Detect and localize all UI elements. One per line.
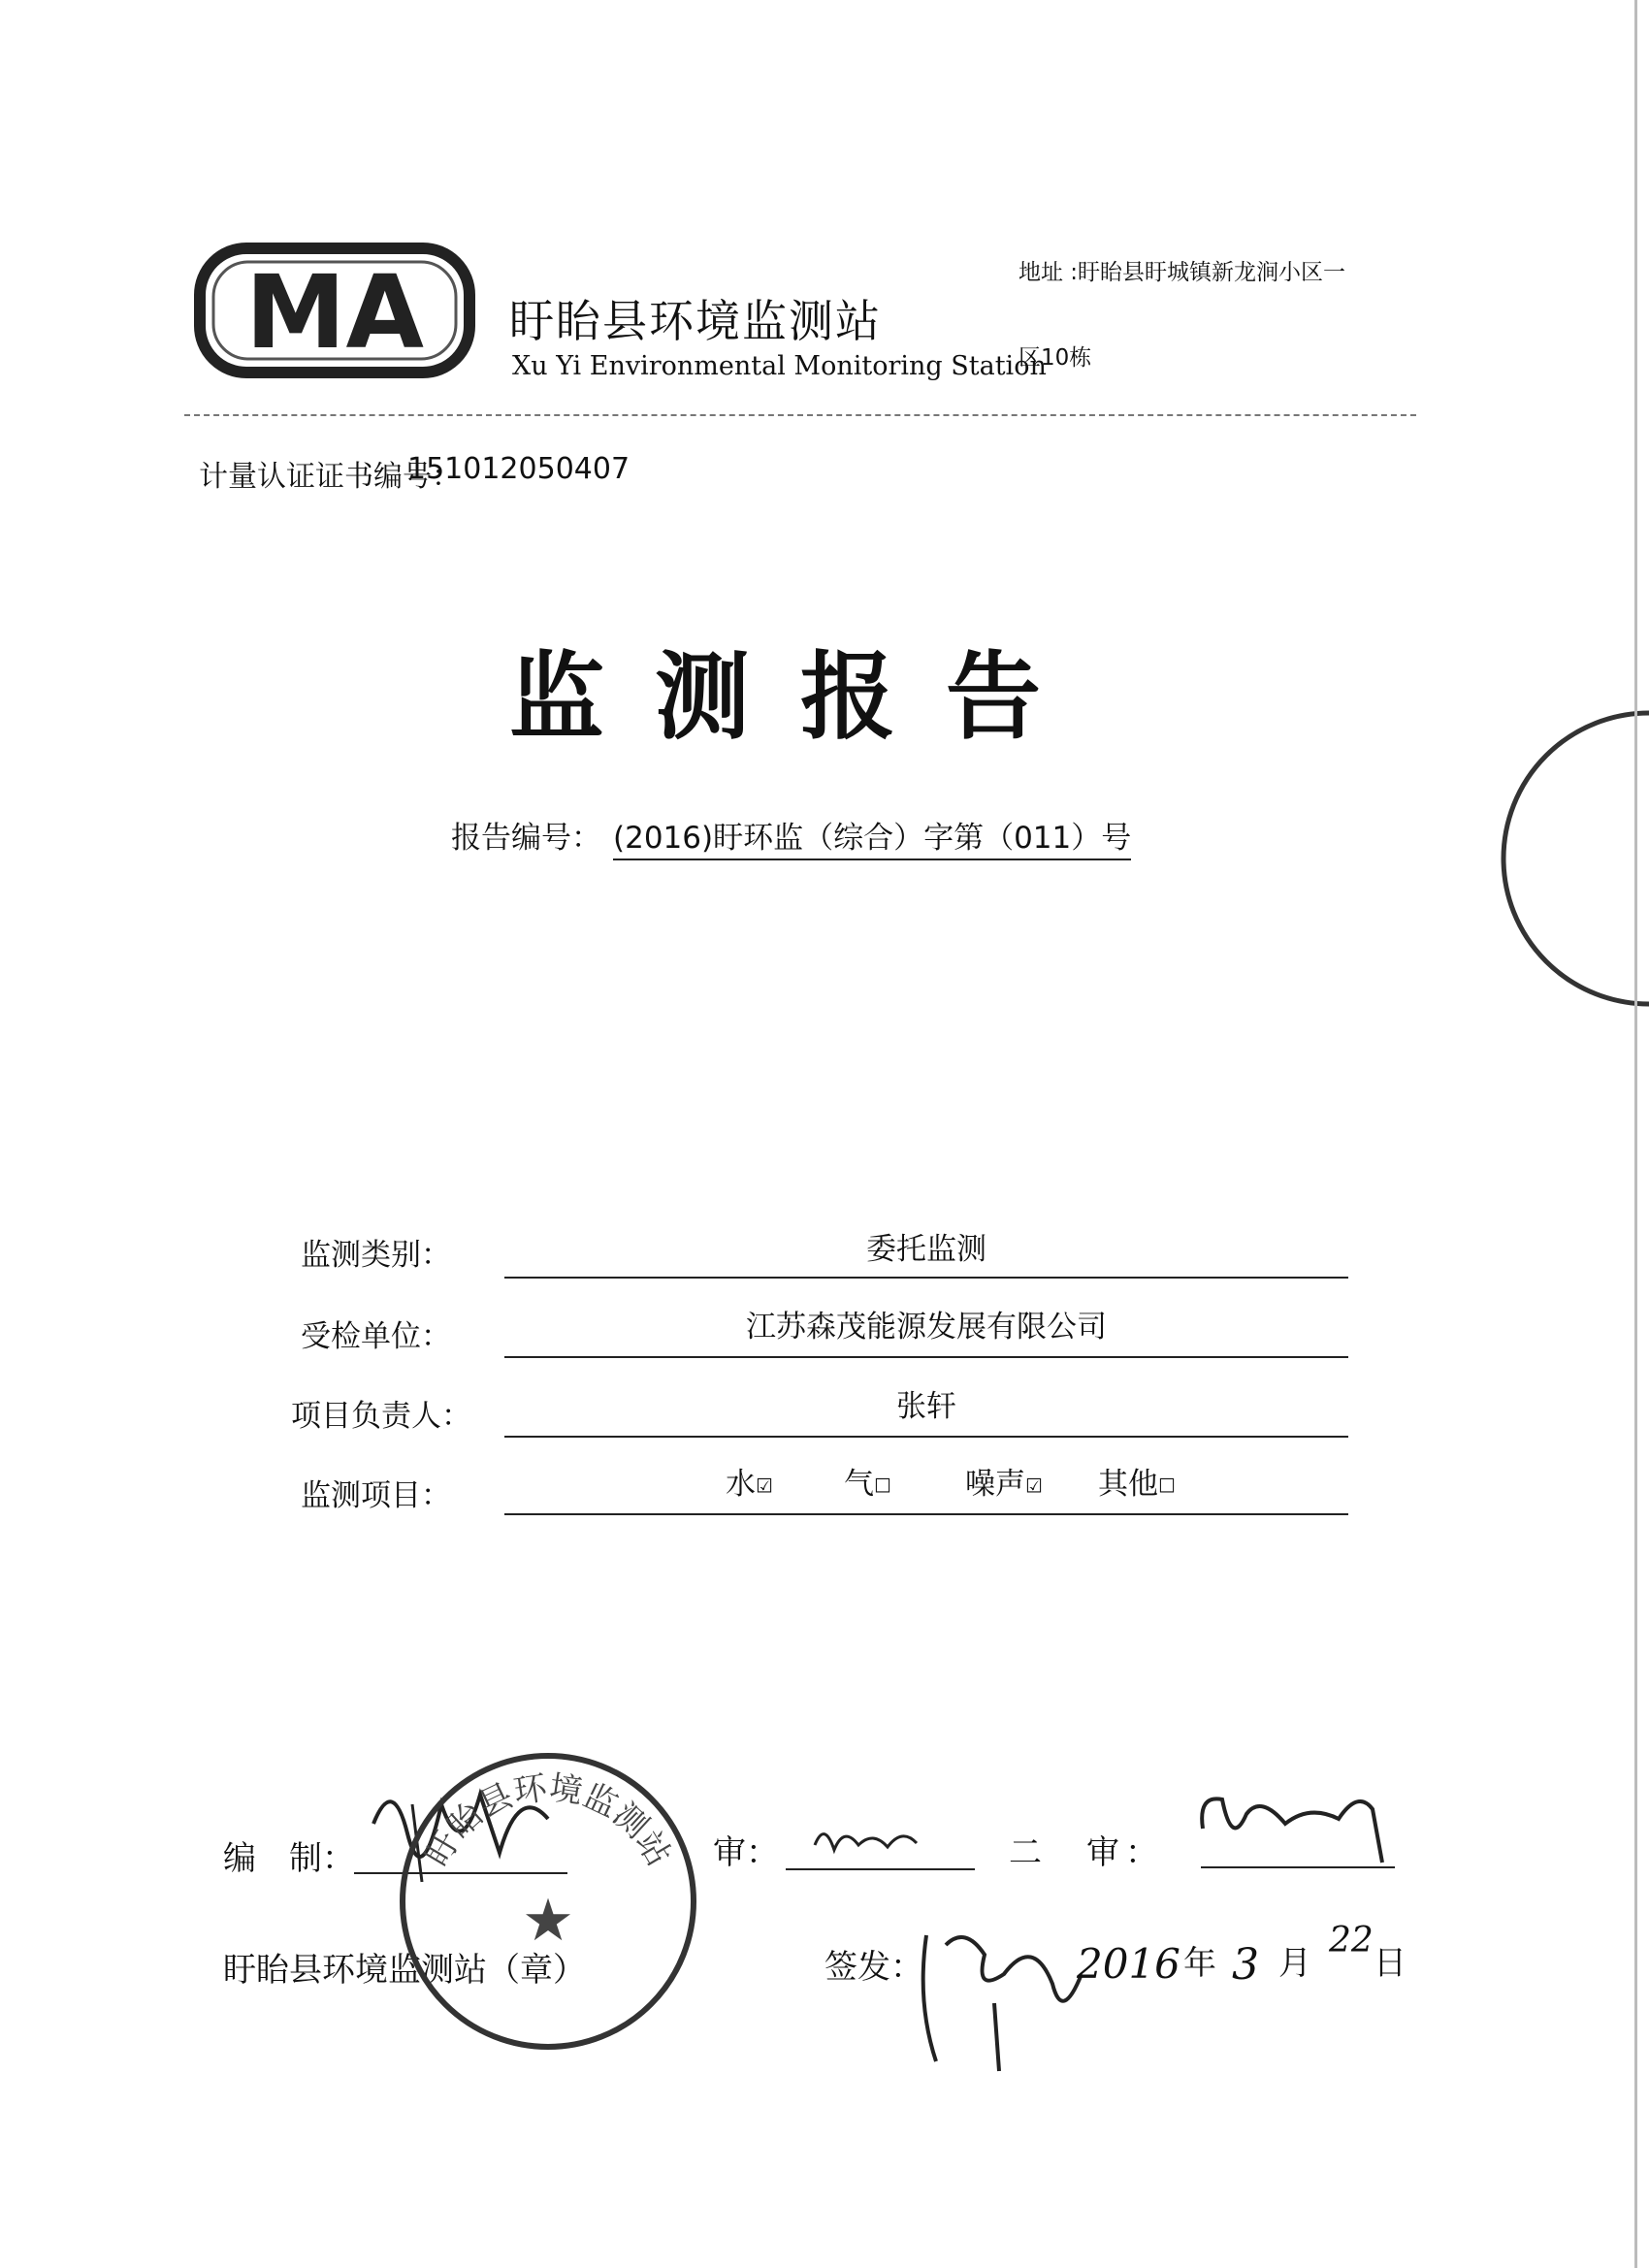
station-name-cn: 盱眙县环境监测站: [509, 295, 882, 347]
category-value: 委托监测: [866, 1232, 986, 1267]
station-seal-label: 盱眙县环境监测站（章）: [223, 1951, 586, 1990]
ma-certification-logo: [194, 243, 475, 378]
review-label: 审：: [713, 1833, 779, 1872]
item-water: [726, 1459, 773, 1503]
partial-seal-right: [1484, 698, 1649, 1019]
unit-value: 江苏森茂能源发展有限公司: [746, 1310, 1107, 1345]
item-air-label: 气: [844, 1467, 874, 1502]
item-other-label: 其他: [1098, 1467, 1158, 1502]
month-unit: 月: [1278, 1944, 1311, 1983]
address-line-2: 区10栋: [1018, 345, 1092, 371]
person-label: 项目负责人：: [291, 1399, 471, 1434]
cert-number: 151012050407: [407, 452, 630, 486]
issue-label: 签发：: [824, 1948, 923, 1987]
report-title: 监测报告: [508, 642, 1091, 753]
page-edge: [1634, 0, 1637, 2268]
cert-label: 计量认证证书编号：: [199, 460, 461, 494]
address-line-1: 地址 :盱眙县盱城镇新龙涧小区一: [1018, 260, 1346, 285]
issue-year: 2016: [1077, 1940, 1180, 1988]
station-name-en: Xu Yi Environmental Monitoring Station: [512, 351, 1047, 381]
items-label: 监测项目：: [301, 1478, 451, 1513]
issuer-signature: [907, 1916, 1091, 2081]
second-reviewer-signature: [1193, 1780, 1406, 1867]
checked-box-icon: ☑: [756, 1474, 773, 1498]
seal-text: 盱眙县环境监测站: [417, 1768, 679, 1873]
empty-box-icon: ☐: [874, 1474, 891, 1498]
checked-box-icon: ☑: [1025, 1474, 1043, 1498]
year-unit: 年: [1183, 1944, 1216, 1983]
item-noise-label: 噪声: [965, 1467, 1025, 1502]
second-review-label: 二 审：: [1009, 1833, 1164, 1872]
issue-day: 22: [1329, 1921, 1374, 1960]
item-noise: [965, 1459, 1043, 1503]
svg-text:★: ★: [522, 1887, 574, 1955]
header-divider: [184, 414, 1416, 416]
svg-text:MA: MA: [245, 253, 424, 372]
empty-box-icon: ☐: [1158, 1474, 1176, 1498]
review-line: [786, 1868, 975, 1870]
item-water-label: 水: [726, 1467, 756, 1502]
person-underline: [504, 1436, 1348, 1438]
compile-label: 编 制：: [223, 1839, 355, 1878]
item-other: [1098, 1459, 1176, 1503]
category-underline: [504, 1277, 1348, 1279]
unit-label: 受检单位：: [301, 1319, 451, 1354]
item-air: [844, 1459, 891, 1503]
items-underline: [504, 1513, 1348, 1515]
issue-month: 3: [1232, 1940, 1259, 1990]
day-unit: 日: [1374, 1944, 1406, 1983]
svg-text:盱眙县环境监测站: [418, 1768, 679, 1873]
second-review-line: [1201, 1866, 1395, 1868]
station-seal: [393, 1746, 703, 2057]
unit-underline: [504, 1356, 1348, 1358]
report-number-value: (2016)盱环监（综合）字第（011）号: [613, 813, 1131, 860]
report-number-label: 报告编号：: [451, 821, 601, 856]
category-label: 监测类别：: [301, 1238, 451, 1273]
reviewer-signature: [810, 1816, 926, 1864]
person-value: 张轩: [896, 1389, 956, 1424]
